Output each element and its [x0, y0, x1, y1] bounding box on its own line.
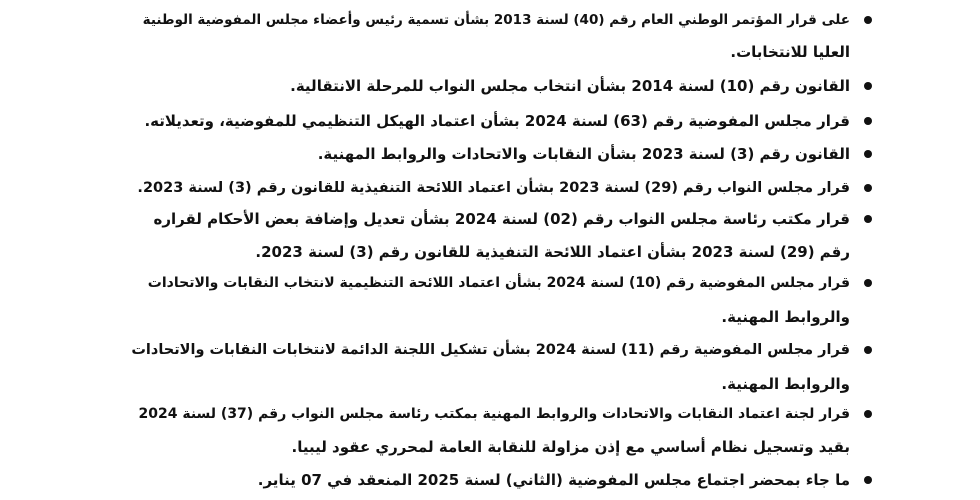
item-line: ما جاء بمحضر اجتماع مجلس المفوضية (الثاني) لسنة 2025 المنعقد في 07 يناير.: [257, 471, 850, 489]
item-line: والروابط المهنية.: [721, 308, 850, 326]
bullet-icon: [864, 410, 872, 418]
bullet-icon: [864, 150, 872, 158]
item-line: القانون رقم (10) لسنة 2014 بشأن انتخاب مجلس النواب للمرحلة الانتقالية.: [290, 77, 850, 95]
item-line: قرار مكتب رئاسة مجلس النواب رقم (02) لسنة 2024 بشأن تعديل وإضافة بعض الأحكام لقراره: [153, 210, 850, 228]
item-line: قرار مجلس المفوضية رقم (10) لسنة 2024 بشأن اعتماد اللائحة التنظيمية لانتخاب النقابات والاتحادات: [147, 275, 850, 291]
item-line: قرار مجلس النواب رقم (29) لسنة 2023 بشأن اعتماد اللائحة التنفيذية للقانون رقم (3) لسنة 2023.: [137, 180, 850, 196]
item-line: قرار مجلس المفوضية رقم (63) لسنة 2024 بشأن اعتماد الهيكل التنظيمي للمفوضية، وتعديلاته.: [144, 112, 850, 130]
item-line: على قرار المؤتمر الوطني العام رقم (40) لسنة 2013 بشأن تسمية رئيس وأعضاء مجلس المفوضية الوطنية: [142, 12, 850, 28]
item-line: قرار لجنة اعتماد النقابات والاتحادات والروابط المهنية بمكتب رئاسة مجلس النواب رقم (37) لسنة 2024: [138, 406, 850, 422]
bullet-icon: [864, 82, 872, 90]
item-line: بقيد وتسجيل نظام أساسي مع إذن مزاولة للنقابة العامة لمحرري عقود ليبيا.: [291, 438, 850, 456]
bullet-icon: [864, 16, 872, 24]
bullet-icon: [864, 346, 872, 354]
bullet-icon: [864, 279, 872, 287]
bullet-icon: [864, 215, 872, 223]
bullet-icon: [864, 184, 872, 192]
item-line: والروابط المهنية.: [721, 375, 850, 393]
item-line: رقم (29) لسنة 2023 بشأن اعتماد اللائحة التنفيذية للقانون رقم (3) لسنة 2023.: [255, 243, 850, 261]
item-line: القانون رقم (3) لسنة 2023 بشأن النقابات والاتحادات والروابط المهنية.: [317, 145, 850, 163]
bullet-icon: [864, 476, 872, 484]
item-line: قرار مجلس المفوضية رقم (11) لسنة 2024 بشأن تشكيل اللجنة الدائمة لانتخابات النقابات والاتحادات: [131, 342, 850, 358]
item-line: العليا للانتخابات.: [730, 43, 850, 61]
bullet-icon: [864, 117, 872, 125]
